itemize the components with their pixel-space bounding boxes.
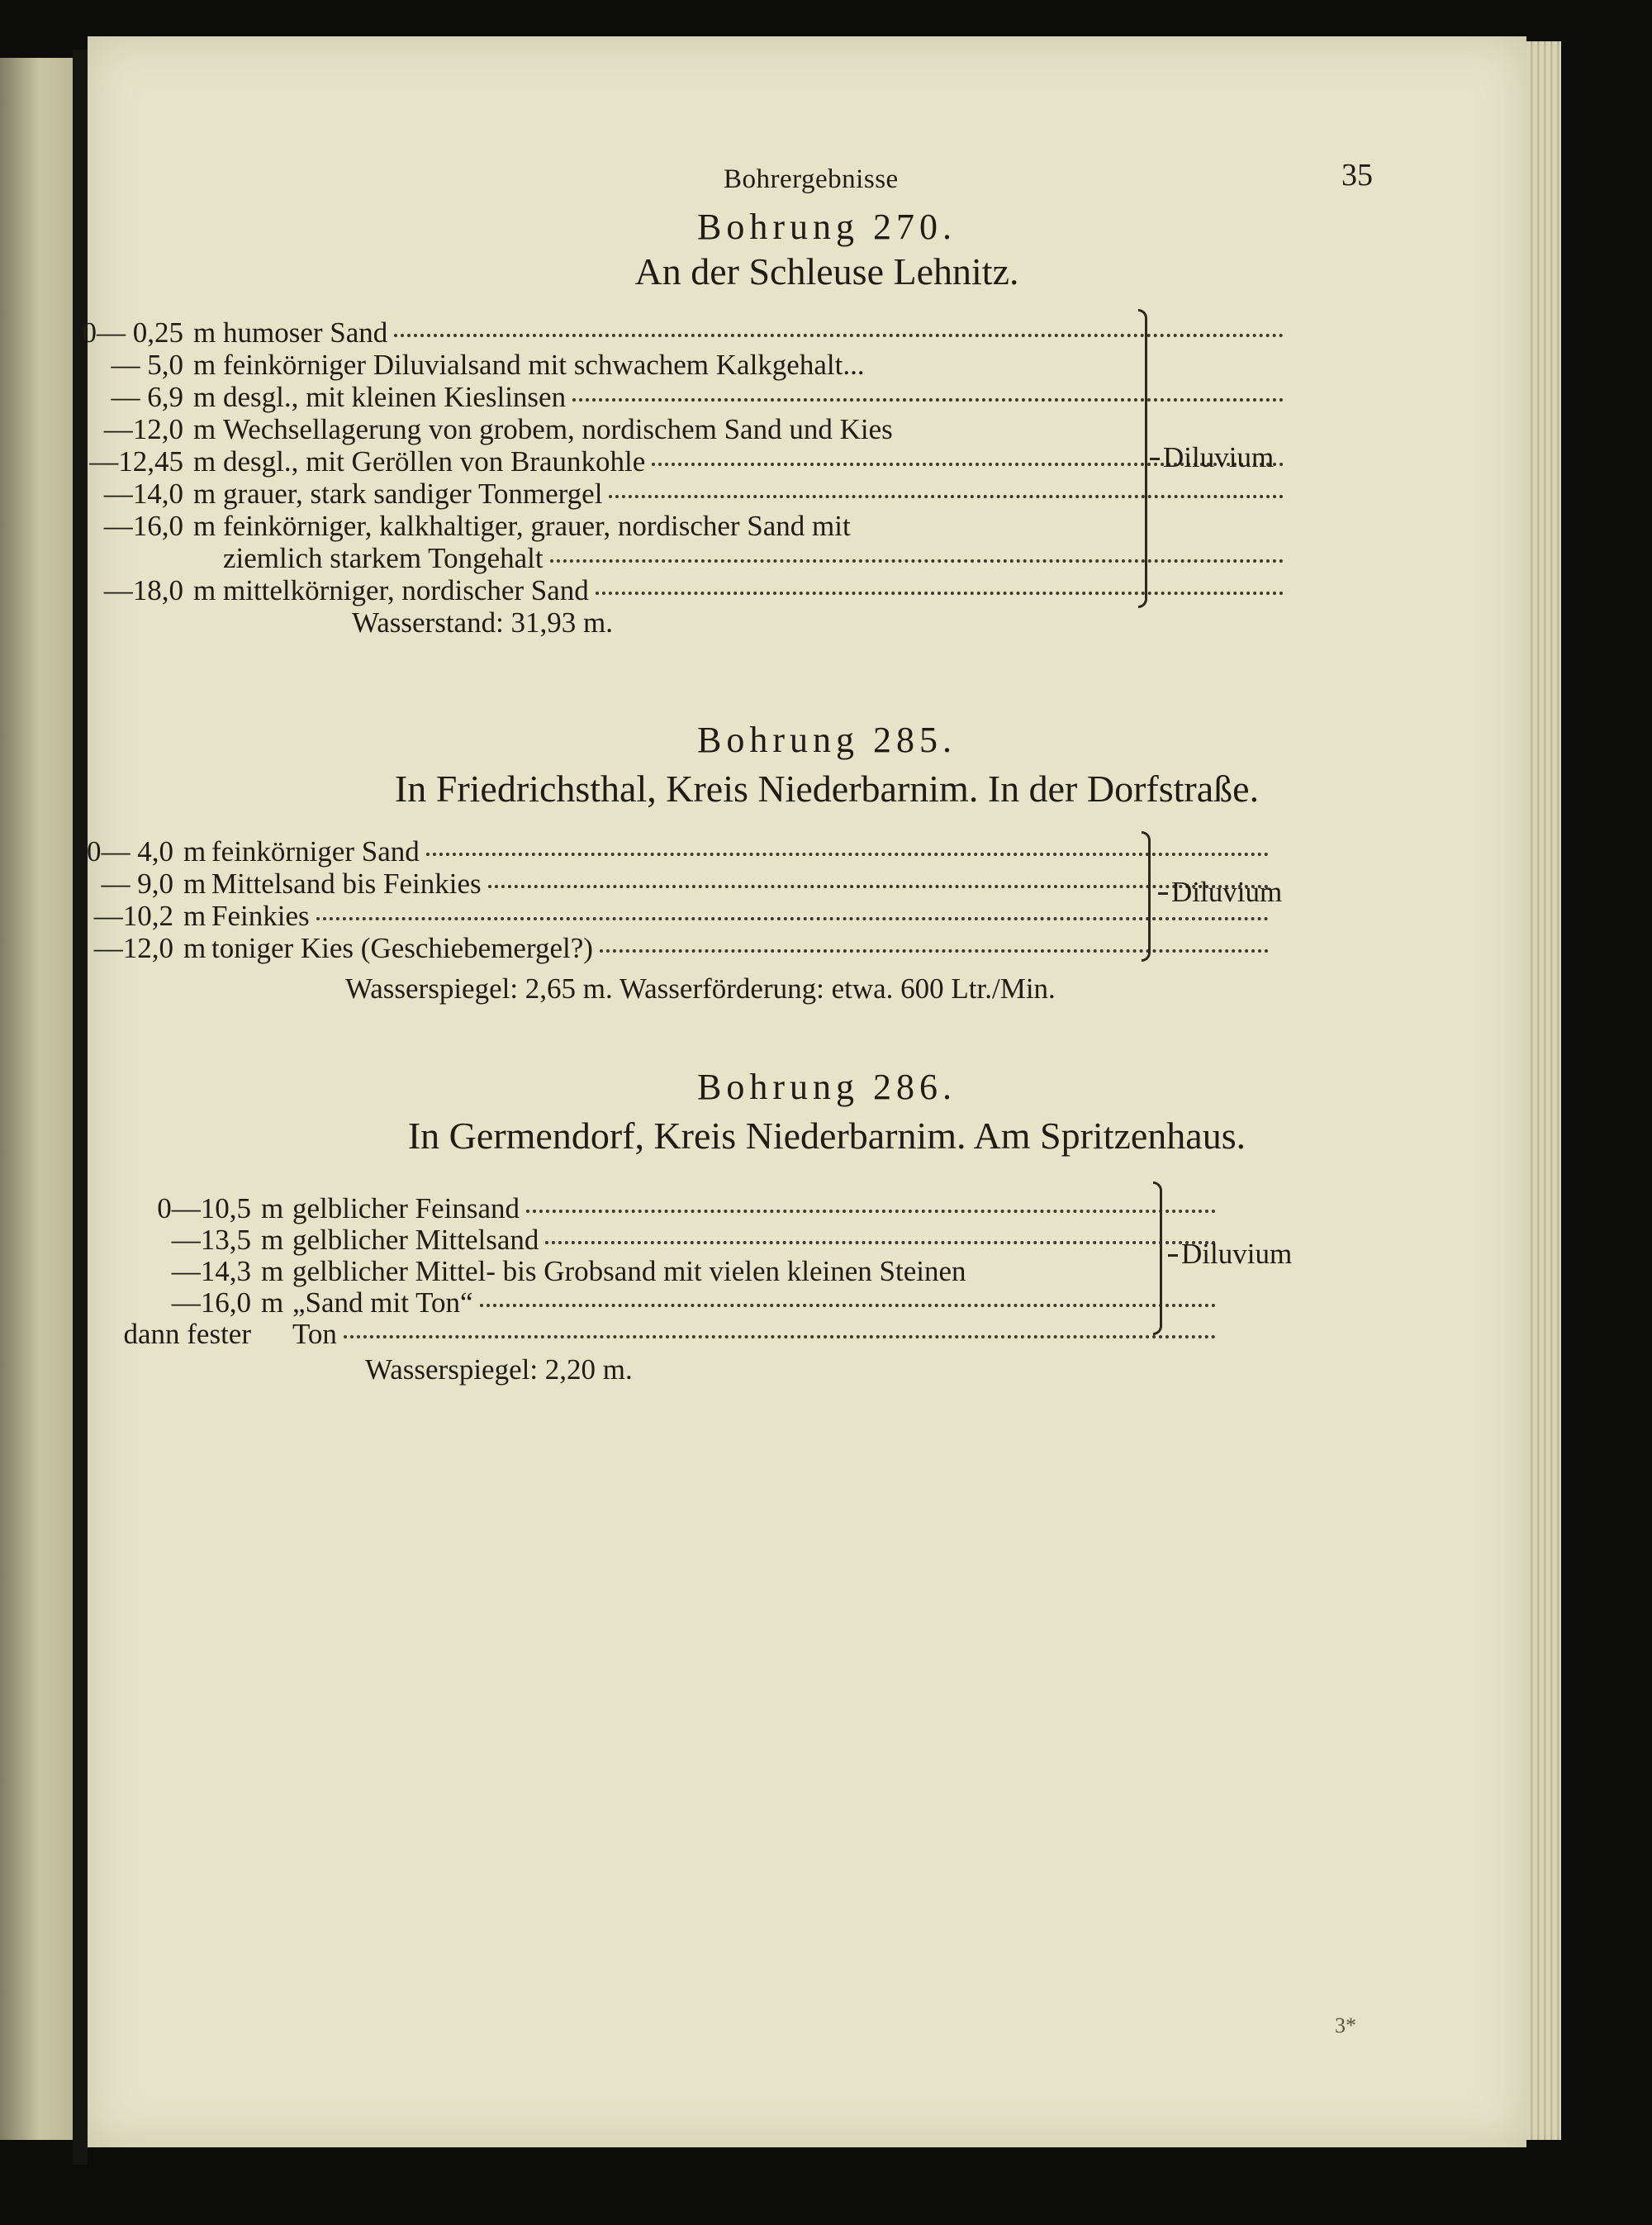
depth: —10,2 bbox=[93, 900, 173, 932]
unit: m bbox=[193, 381, 216, 413]
water-level-note: Wasserstand: 31,93 m. bbox=[352, 606, 614, 639]
unit: m bbox=[261, 1255, 284, 1287]
unit: m bbox=[261, 1224, 284, 1256]
unit: m bbox=[183, 900, 206, 932]
description: humoser Sand bbox=[223, 317, 1289, 349]
water-level-note: Wasserspiegel: 2,20 m. bbox=[365, 1353, 633, 1386]
page-number: 35 bbox=[1341, 158, 1373, 193]
section-subtitle: In Friedrichsthal, Kreis Niederbarnim. In der Dorfstraße. bbox=[394, 768, 1260, 810]
description: grauer, stark sandiger Tonmergel bbox=[223, 478, 1289, 510]
description: ziemlich starkem Tongehalt bbox=[223, 543, 1289, 574]
depth: —12,0 bbox=[103, 413, 183, 445]
description: desgl., mit Geröllen von Braunkohle bbox=[223, 446, 1289, 478]
unit: m bbox=[183, 868, 206, 900]
depth: —16,0 bbox=[103, 510, 183, 542]
section-title: Bohrung 285. bbox=[697, 720, 957, 760]
unit: m bbox=[183, 835, 206, 868]
description: Wechsellagerung von grobem, nordischem Sand und Kies bbox=[223, 414, 893, 445]
depth: —13,5 bbox=[171, 1224, 251, 1256]
description: feinkörniger Sand bbox=[211, 836, 1274, 868]
unit: m bbox=[193, 574, 216, 606]
depth: —14,3 bbox=[171, 1255, 251, 1287]
stratum-label: Diluvium bbox=[1181, 1238, 1293, 1270]
description: feinkörniger, kalkhaltiger, grauer, nordischer Sand mit bbox=[223, 511, 851, 542]
book-gutter bbox=[73, 50, 88, 2165]
description: toniger Kies (Geschiebemergel?) bbox=[211, 933, 1274, 964]
depth: —16,0 bbox=[171, 1286, 251, 1319]
depth: —12,45 bbox=[89, 445, 183, 478]
stratum-label: Diluvium bbox=[1171, 876, 1283, 908]
description: gelblicher Mittelsand bbox=[292, 1224, 1221, 1256]
curly-brace bbox=[1138, 309, 1147, 608]
depth: —18,0 bbox=[103, 574, 183, 606]
signature-mark: 3* bbox=[1335, 2013, 1356, 2037]
description: mittelkörniger, nordischer Sand bbox=[223, 575, 1289, 606]
depth: — 5,0 bbox=[111, 349, 183, 381]
depth: — 9,0 bbox=[101, 868, 173, 900]
section-subtitle: In Germendorf, Kreis Niederbarnim. Am Spritzenhaus. bbox=[407, 1115, 1246, 1157]
depth: 0— 4,0 bbox=[87, 835, 173, 868]
section-title: Bohrung 286. bbox=[697, 1067, 957, 1107]
description: Mittelsand bis Feinkies bbox=[211, 868, 1274, 900]
unit: m bbox=[193, 316, 216, 349]
depth: —12,0 bbox=[93, 932, 173, 964]
unit: m bbox=[193, 445, 216, 478]
section-title: Bohrung 270. bbox=[697, 207, 957, 247]
depth: dann fester bbox=[123, 1318, 251, 1350]
depth: —14,0 bbox=[103, 478, 183, 510]
unit: m bbox=[183, 932, 206, 964]
curly-brace bbox=[1153, 1181, 1162, 1335]
unit: m bbox=[193, 413, 216, 445]
description: feinkörniger Diluvialsand mit schwachem Kalkgehalt... bbox=[223, 349, 865, 381]
depth: 0—10,5 bbox=[157, 1192, 251, 1224]
unit: m bbox=[193, 510, 216, 542]
unit: m bbox=[261, 1286, 284, 1319]
running-head: Bohrergebnisse bbox=[724, 164, 899, 194]
description: Feinkies bbox=[211, 901, 1274, 932]
section-subtitle: An der Schleuse Lehnitz. bbox=[634, 250, 1019, 292]
adjacent-page-edge bbox=[0, 58, 73, 2140]
description: „Sand mit Ton“ bbox=[292, 1287, 1221, 1319]
description: desgl., mit kleinen Kieslinsen bbox=[223, 382, 1289, 413]
unit: m bbox=[261, 1192, 284, 1224]
description: Ton bbox=[292, 1319, 1221, 1350]
depth: — 6,9 bbox=[111, 381, 183, 413]
curly-brace bbox=[1142, 831, 1151, 962]
stratum-label: Diluvium bbox=[1163, 441, 1275, 473]
description: gelblicher Feinsand bbox=[292, 1193, 1221, 1224]
book-page bbox=[82, 36, 1526, 2147]
water-level-note: Wasserspiegel: 2,65 m. Wasserförderung: etwa. 600 Ltr./Min. bbox=[345, 972, 1056, 1005]
unit: m bbox=[193, 349, 216, 381]
description: gelblicher Mittel- bis Grobsand mit vielen kleinen Steinen bbox=[292, 1256, 966, 1287]
depth: 0— 0,25 bbox=[82, 316, 183, 349]
unit: m bbox=[193, 478, 216, 510]
